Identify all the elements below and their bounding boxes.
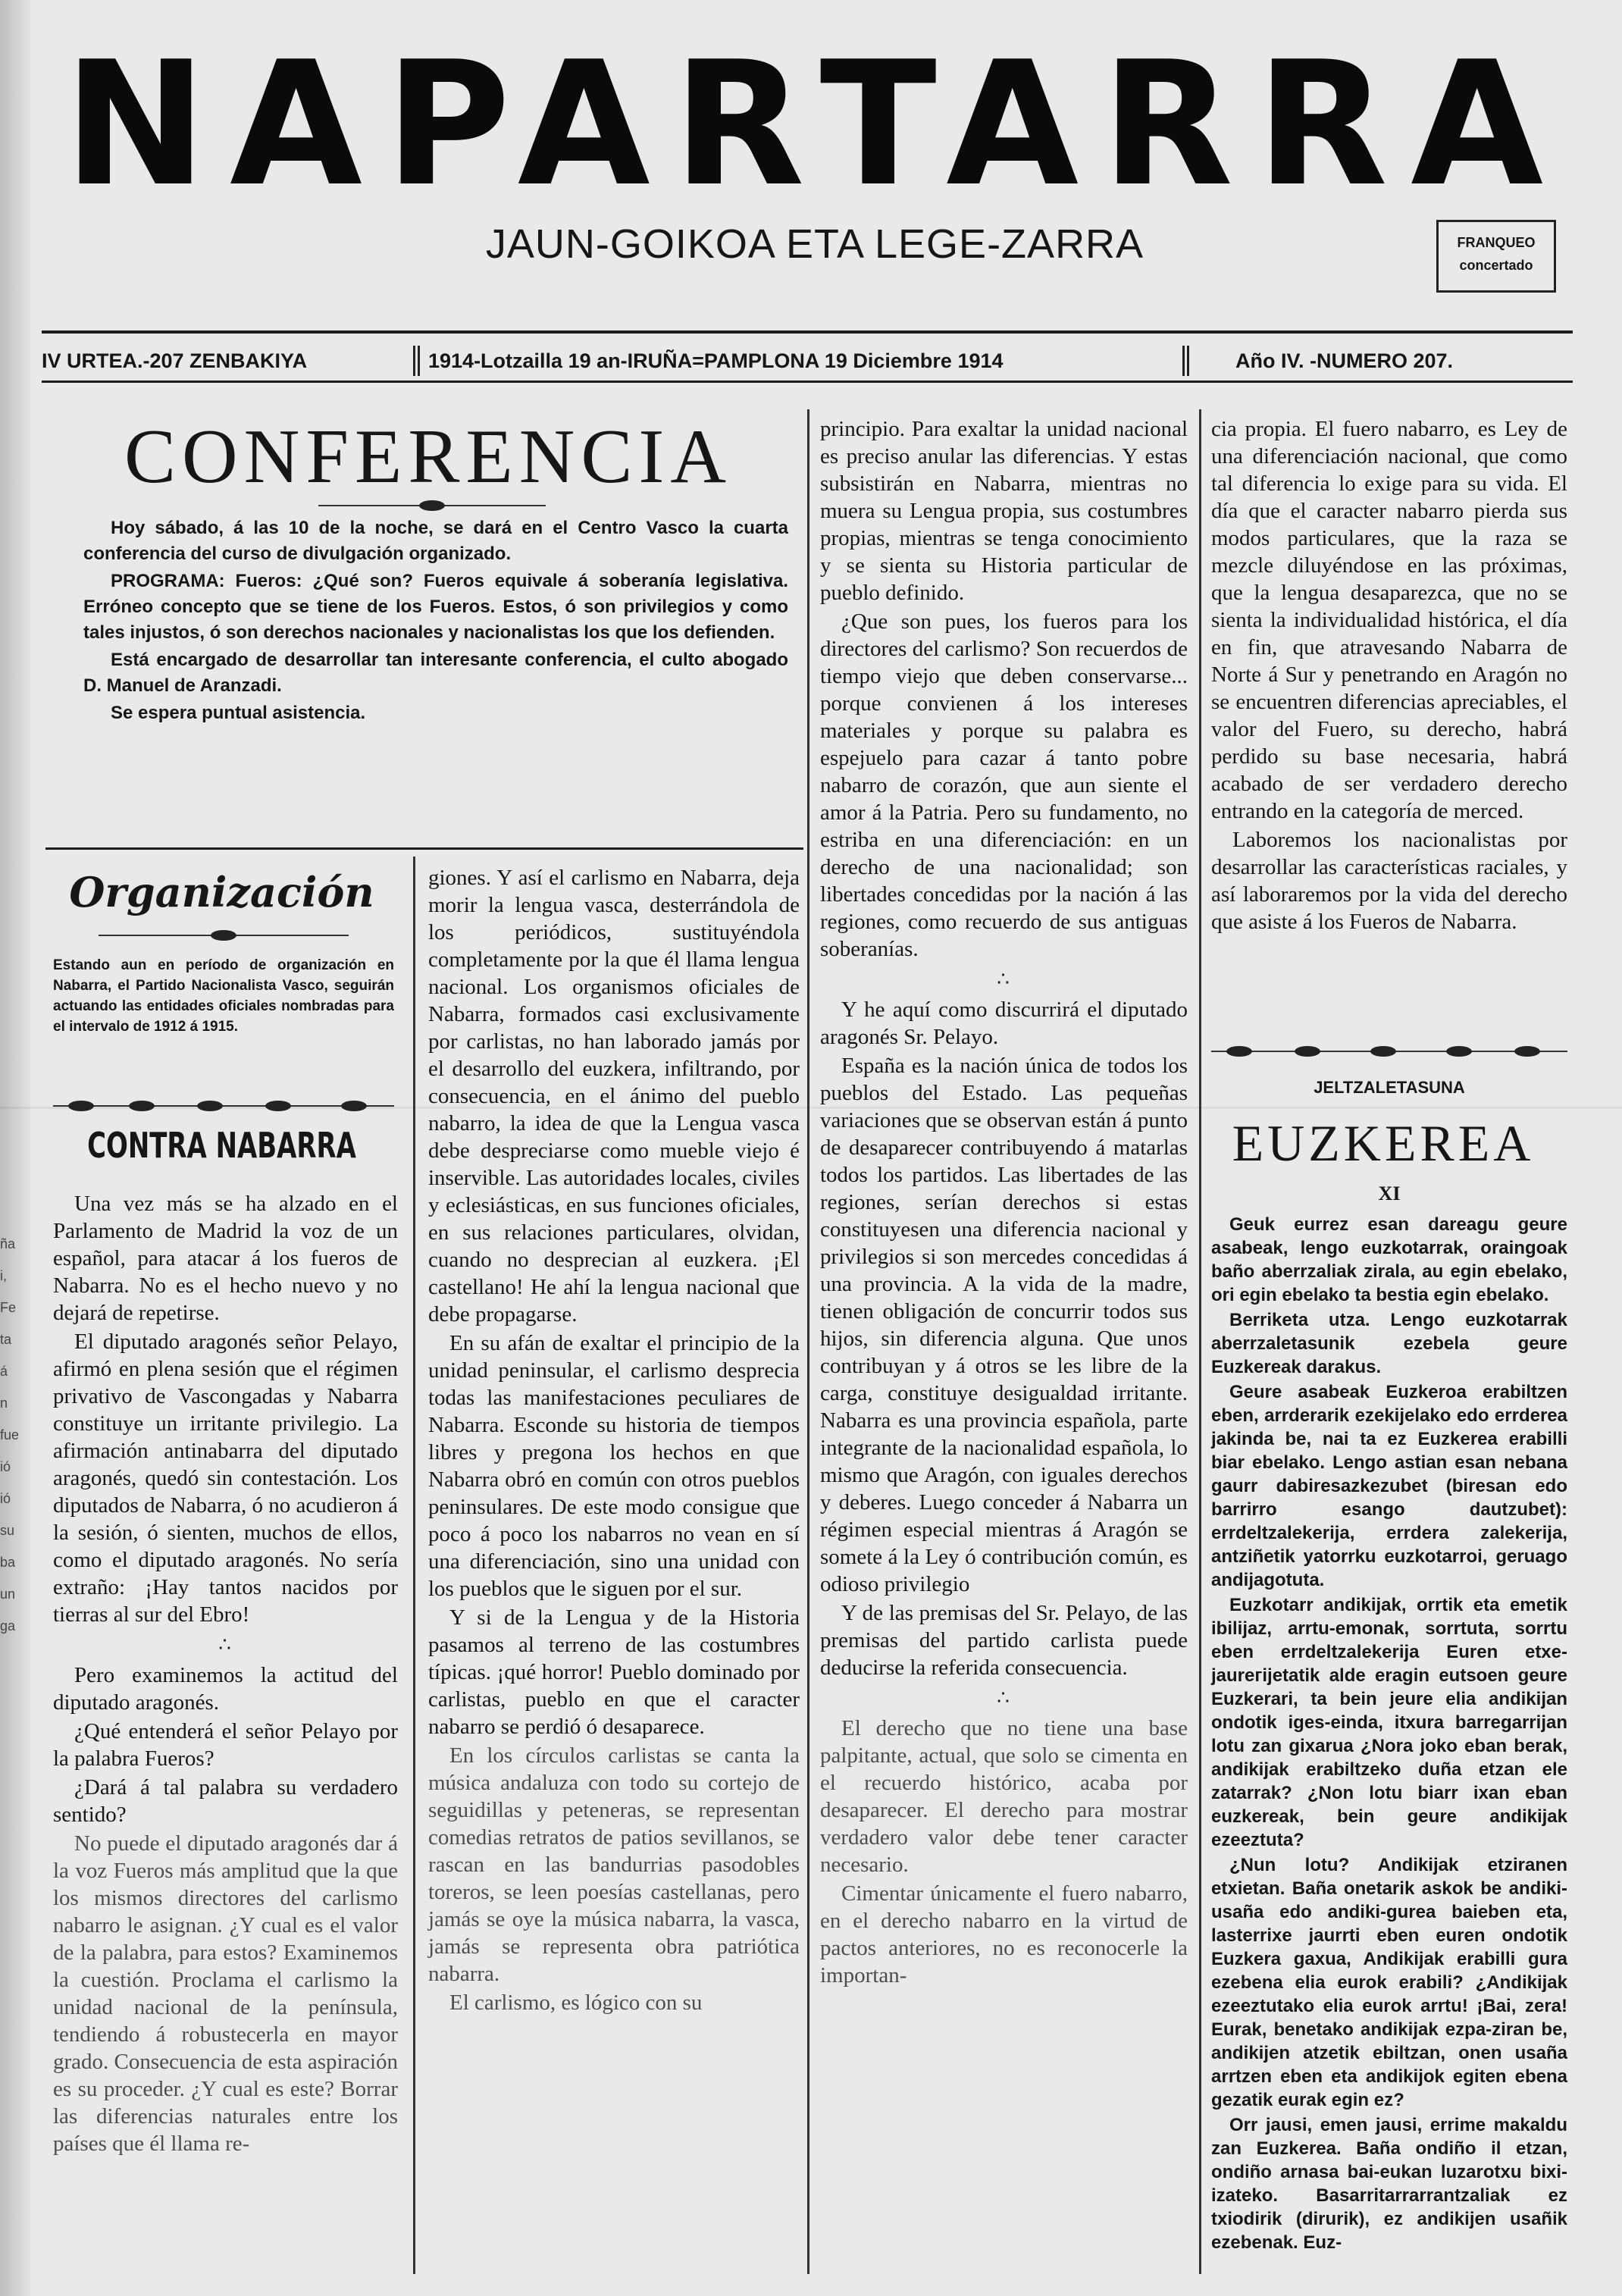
- margin-fragment: fue: [0, 1427, 20, 1442]
- conferencia-paragraph: Está encargado de desarrollar tan interesante conferencia, el culto abogado D. Manuel de Aranzadi.: [83, 650, 788, 696]
- margin-fragment: ba: [0, 1555, 16, 1570]
- euzkerea-paragraph: Geure asabeak Euzkeroa erabiltzen eben, arrderarik ezekijelako edo errderea jakinda be, nai ta ez Euzkerea erabilli biar ebelako. Lengo astian esan nebana gaurr dabiresazkezubet (biresan edo barrirro esango dautzubet): errdeltzalekerija, errdera zalekerija, antziñetik yatorrku euzkotarroi, geruago andijagotuta.: [1211, 1382, 1567, 1590]
- masthead-rule-bottom: [42, 381, 1573, 383]
- postage-line-2: concertado: [1459, 258, 1533, 273]
- section-numeral: XI: [1378, 1182, 1401, 1204]
- postage-line-1: FRANQUEO: [1457, 235, 1536, 250]
- asterism-divider: ∴: [218, 1634, 233, 1655]
- article-paragraph: El carlismo, es lógico con su: [449, 1991, 703, 2015]
- article-paragraph: ¿Qué entenderá el señor Pelayo por la palabra Fueros?: [53, 1719, 398, 1771]
- euzkerea-column: [1211, 1213, 1567, 2256]
- postage-box: [1436, 220, 1556, 293]
- conferencia-paragraph: Hoy sábado, á las 10 de la noche, se dará en el Centro Vasco la cuarta conferencia del curso de divulgación organizado.: [83, 518, 788, 564]
- article-column-2: [428, 864, 800, 2018]
- organizacion-notice: Estando aun en período de organización en Nabarra, el Partido Nacionalista Vasco, seguirán actuando las entidades oficiales nombradas para el intervalo de 1912 á 1915.: [53, 957, 394, 1035]
- euzkerea-paragraph: ¿Nun lotu? Andikijak etziranen etxietan. Baña onetarik askok be andiki-usaña edo andiki-gurea baieben eta, lasterrixe jaurrti eben euren ondotik Euzkera gaxua, Andikijak erabilli gura ezebena elia eurok erabili? ¿Andikijak ezeeztutako elia eurok arrtu! ¡Bai, zera! Eurak, benetako andikijak ezpa-ziran be, andikijen atzetik ebiltzan, onen usaña arrtzen eben eta andikijok egiten ebena gezatik eurak egin ez?: [1211, 1855, 1567, 2110]
- asterism-divider: ∴: [997, 968, 1011, 990]
- section-label: JELTZALETASUNA: [1314, 1078, 1465, 1097]
- column-rule: [413, 857, 415, 2274]
- dateline-divider: [1182, 346, 1189, 376]
- article-column-3: [820, 415, 1188, 1991]
- article-paragraph: El derecho que no tiene una base palpitante, actual, que solo se cimenta en el recuerdo histórico, acaba por desaparecer. El derecho para mostrar verdadero valor debe tener caracter necesario.: [820, 1716, 1188, 1877]
- column-rule: [807, 409, 809, 2274]
- margin-fragment: ta: [0, 1332, 12, 1347]
- dateline: [42, 344, 1573, 377]
- conferencia-paragraph: Se espera puntual asistencia.: [111, 703, 366, 723]
- article-paragraph: Laboremos los nacionalistas por desarrollar las características raciales, y así laboraremos por la vida del derecho que asiste á los Fueros de Nabarra.: [1211, 828, 1567, 934]
- masthead: [30, 25, 1599, 224]
- conferencia-paragraph: PROGRAMA: Fueros: ¿Qué son? Fueros equivale á soberanía legislativa. Erróneo concepto que se tiene de los Fueros. Estos, ó son privilegios y como tales injustos, ó son derechos nacionales y nacionalistas los que los defienden.: [83, 571, 788, 643]
- masthead-rule-top: [42, 330, 1573, 334]
- article-paragraph: ¿Dará á tal palabra su verdadero sentido?: [53, 1775, 398, 1827]
- euzkerea-paragraph: Geuk eurrez esan dareagu geure asabeak, lengo euzkotarrak, oraingoak baño aberrzaliak zirala, au egin ebelako, ori egin ebelako ta bestia egin ebelako.: [1211, 1214, 1567, 1305]
- euzkerea-paragraph: Euzkotarr andikijak, orrtik eta emetik ibilijaz, arrtu-emonak, sorrtuta, sorrtu eben errdeltzalekerija Euren etxe-jaurегijetatik alde eragin eutsoen geure Euzkerari, ta bein jeure elia andikijan ondotik iges-einda, itxura barregarrijan lotu zan gixarua ¿Nora joko eban berak, andikijak erabiltzeko duña etzan ele zatarrak? ¿Non lotu biarr ixan eban euzkereak, bein geure andikijak ezeeztuta?: [1211, 1595, 1567, 1850]
- article-paragraph: giones. Y así el carlismo en Nabarra, deja morir la lengua vasca, desterrándola de los periódicos, sustituyéndola completamente por la que él llama lengua nacional. Los organismos oficiales de Nabarra, formados casi exclusivamente por carlistas, no han laborado jamás por el desarrollo del euzkera, infiltrando, por consecuencia, en el ánimo del pueblo nabarro, la idea de que la Lengua vasca debe despreciarse como mueble viejo é inservible. Las autoridades locales, civiles y eclesiásticas, en sus funciones oficiales, en sus relaciones particulares, olvidan, cuando no desprecian al euzkera. ¡El castellano! He ahí la lengua nacional que debe propagarse.: [428, 866, 800, 1327]
- article-paragraph: No puede el diputado aragonés dar á la voz Fueros más amplitud que la que los mismos directores del carlismo nabarro le asignan. ¿Y cual es el valor de la palabra, para estos? Examinemos la cuestión. Proclama el carlismo la unidad nacional de la península, tendiendo á robustecerla en mayor grado. Consecuencia de esta aspiración es su proceder. ¿Y cual es este? Borrar las diferencias naturales entre los países que él llama re-: [53, 1831, 398, 2156]
- article-column-4: [1211, 415, 1567, 937]
- margin-fragment: un: [0, 1587, 16, 1602]
- article-paragraph: ¿Que son pues, los fueros para los directores del carlismo? Son recuerdos de tiempo viejo que deben conservarse... porque convienen á los intereses materiales y porque su palabra es espejuelo para cazar á tanto pobre nabarro de corazón, que aun siente el amor á la Patria. Pero su fundamento, no estriba en una diferenciación: en un derecho de una nacionalidad; son libertades concedidas por la nación á las regiones, como recuerdo de sus antiguas soberanías.: [820, 609, 1188, 961]
- dateline-center: 1914-Lotzailla 19 an-IRUÑA=PAMPLONA 19 Diciembre 1914: [428, 349, 1004, 372]
- ornament-divider: [1211, 1045, 1567, 1058]
- binding-edge: [0, 0, 30, 2296]
- margin-fragment: i,: [0, 1268, 7, 1283]
- dateline-divider: [413, 346, 420, 376]
- margin-fragment: n: [0, 1395, 8, 1411]
- asterism-divider: ∴: [997, 1687, 1011, 1709]
- margin-fragment: su: [0, 1523, 15, 1538]
- article-paragraph: En los círculos carlistas se canta la música andaluza con todo su cortejo de seguidillas y peteneras, se representan comedias retratos de patios sevillanos, se rascan en las bandurrias pasodobles toreros, se leen poesías castellanas, pero jamás se oye la música nabarra, la vasca, jamás se representa obra patriótica nabarra.: [428, 1743, 800, 1986]
- conferencia-bottom-rule: [45, 847, 803, 850]
- ornament-divider: [99, 929, 349, 942]
- contra-nabarra-title: CONTRA NABARRA: [87, 1125, 356, 1166]
- euzkerea-paragraph: Orr jausi, emen jausi, errime makaldu zan Euzkerea. Baña ondiño il etzan, ondiño arnasa bai-eukan luzarotxu bixi-izateko. Basarritarrarrantzaliak ez txiodirik (dirurik), ez andikijen usañik ezebenak. Euz-: [1211, 2115, 1567, 2253]
- dateline-right: Año IV. -NUMERO 207.: [1235, 349, 1454, 372]
- article-paragraph: El diputado aragonés señor Pelayo, afirmó en plena sesión que el régimen privativo de Vascongadas y Nabarra constituye un irritante privilegio. La afirmación antinabarra del diputado aragonés, quedó sin contestación. Los diputados de Nabarra, ó no acudieron á la sesión, ó sienten, muchos de ellos, como el diputado aragonés. No sería extraño: ¡Hay tantos nacidos por tierras al sur del Ebro!: [53, 1330, 398, 1627]
- article-paragraph: cia propia. El fuero nabarro, es Ley de una diferenciación nacional, que como tal diferencia lo exige para su vida. El día que el caracter nabarro pierda sus modos particulares, que la raza se mezcle diluyéndose en las próximas, que la lengua desaparezca, que no se sienta la individualidad histórica, el día en fin, que atravesando Nabarra de Norte á Sur y penetrando en Aragón no se encuentren diferencias apreciables, el valor del Fuero, su derecho, habrá perdido su base necesaria, habrá acabado de ser verdadero derecho entrando en la categoría de merced.: [1211, 417, 1567, 823]
- column-rule: [1199, 409, 1201, 2274]
- ornament-divider: [318, 499, 546, 512]
- newspaper-title: NAPARTARRA: [63, 25, 1567, 224]
- article-paragraph: Y de las premisas del Sr. Pelayo, de las premisas del partido carlista puede deducirse la referida consecuencia.: [820, 1601, 1188, 1680]
- euzkerea-title: EUZKEREA: [1232, 1114, 1535, 1172]
- article-paragraph: Y si de la Lengua y de la Historia pasamos al terreno de las costumbres típicas. ¡qué horror! Pueblo dominado por carlistas, pueblo en que el caracter nabarro se perdió ó desaparece.: [428, 1605, 800, 1739]
- article-paragraph: Y he aquí como discurrirá el diputado aragonés Sr. Pelayo.: [820, 998, 1188, 1049]
- euzkerea-paragraph: Berriketa utza. Lengo euzkotarrak aberrzaletasunik ezebela geure Euzkereak darakus.: [1211, 1310, 1567, 1377]
- article-paragraph: En su afán de exaltar el principio de la unidad peninsular, el carlismo desprecia todas las manifestaciones peculiares de Nabarra. Esconde su historia de tiempos libres y pregona los hechos en que Nabarra obró en común con otros pueblos peninsulares. De este modo consigue que poco á poco los nabarros no vean en sí una diferenciación, sino una unidad con los pueblos que le siguen por el sur.: [428, 1331, 800, 1601]
- margin-fragment: ña: [0, 1236, 16, 1251]
- ornament-divider: [53, 1099, 394, 1113]
- article-paragraph: Cimentar únicamente el fuero nabarro, en el derecho nabarro en la virtud de pactos anteriores, no es reconocerle la importan-: [820, 1881, 1188, 1987]
- margin-fragment: á: [0, 1364, 8, 1379]
- article-column-1: [53, 1190, 398, 2159]
- adjacent-page-fragments: [0, 1228, 30, 1642]
- margin-fragment: Fe: [0, 1300, 17, 1315]
- article-paragraph: Una vez más se ha alzado en el Parlamento de Madrid la voz de un español, para atacar á los fueros de Nabarra. No es el hecho nuevo y no dejará de repetirse.: [53, 1192, 398, 1325]
- dateline-left: IV URTEA.-207 ZENBAKIYA: [42, 349, 308, 372]
- article-paragraph: principio. Para exaltar la unidad nacional es preciso anular las diferencias. Y estas subsistirán en Nabarra, mientras no muera su Lengua propia, sus costumbres propias, mientras se tenga conocimiento y se sienta su Historia particular de pueblo definido.: [820, 417, 1188, 605]
- masthead-motto: JAUN-GOIKOA ETA LEGE-ZARRA: [485, 221, 1144, 267]
- margin-fragment: ió: [0, 1491, 11, 1506]
- margin-fragment: ió: [0, 1459, 11, 1474]
- article-paragraph: España es la nación única de todos los pueblos del Estado. Las pequeñas variaciones que se observan están á punto de desaparecer contribuyendo á matarlas todos los partidos. Las libertades de las regiones, serían derechos si estas constituyesen una diferencia nacional y privilegios si son mercedes concedidas á una provincia. A la vida de la madre, tienen obligación de concurrir todos sus hijos, sin diferencia alguna. Que unos contribuyan y á otros se les libre de la carga, constituye desigualdad irritante. Nabarra es una provincia española, parte integrante de la nacionalidad española, lo mismo que Aragón, con iguales derechos y deberes. Luego conceder á Nabarra un régimen especial mientras á Aragón se somete á la Ley ó contribución común, es odioso privilegio: [820, 1054, 1188, 1596]
- conferencia-body: [83, 515, 788, 728]
- article-paragraph: Pero examinemos la actitud del diputado aragonés.: [53, 1663, 398, 1715]
- margin-fragment: ga: [0, 1618, 16, 1634]
- organizacion-title: Organización: [69, 868, 374, 916]
- conferencia-title: CONFERENCIA: [124, 414, 733, 500]
